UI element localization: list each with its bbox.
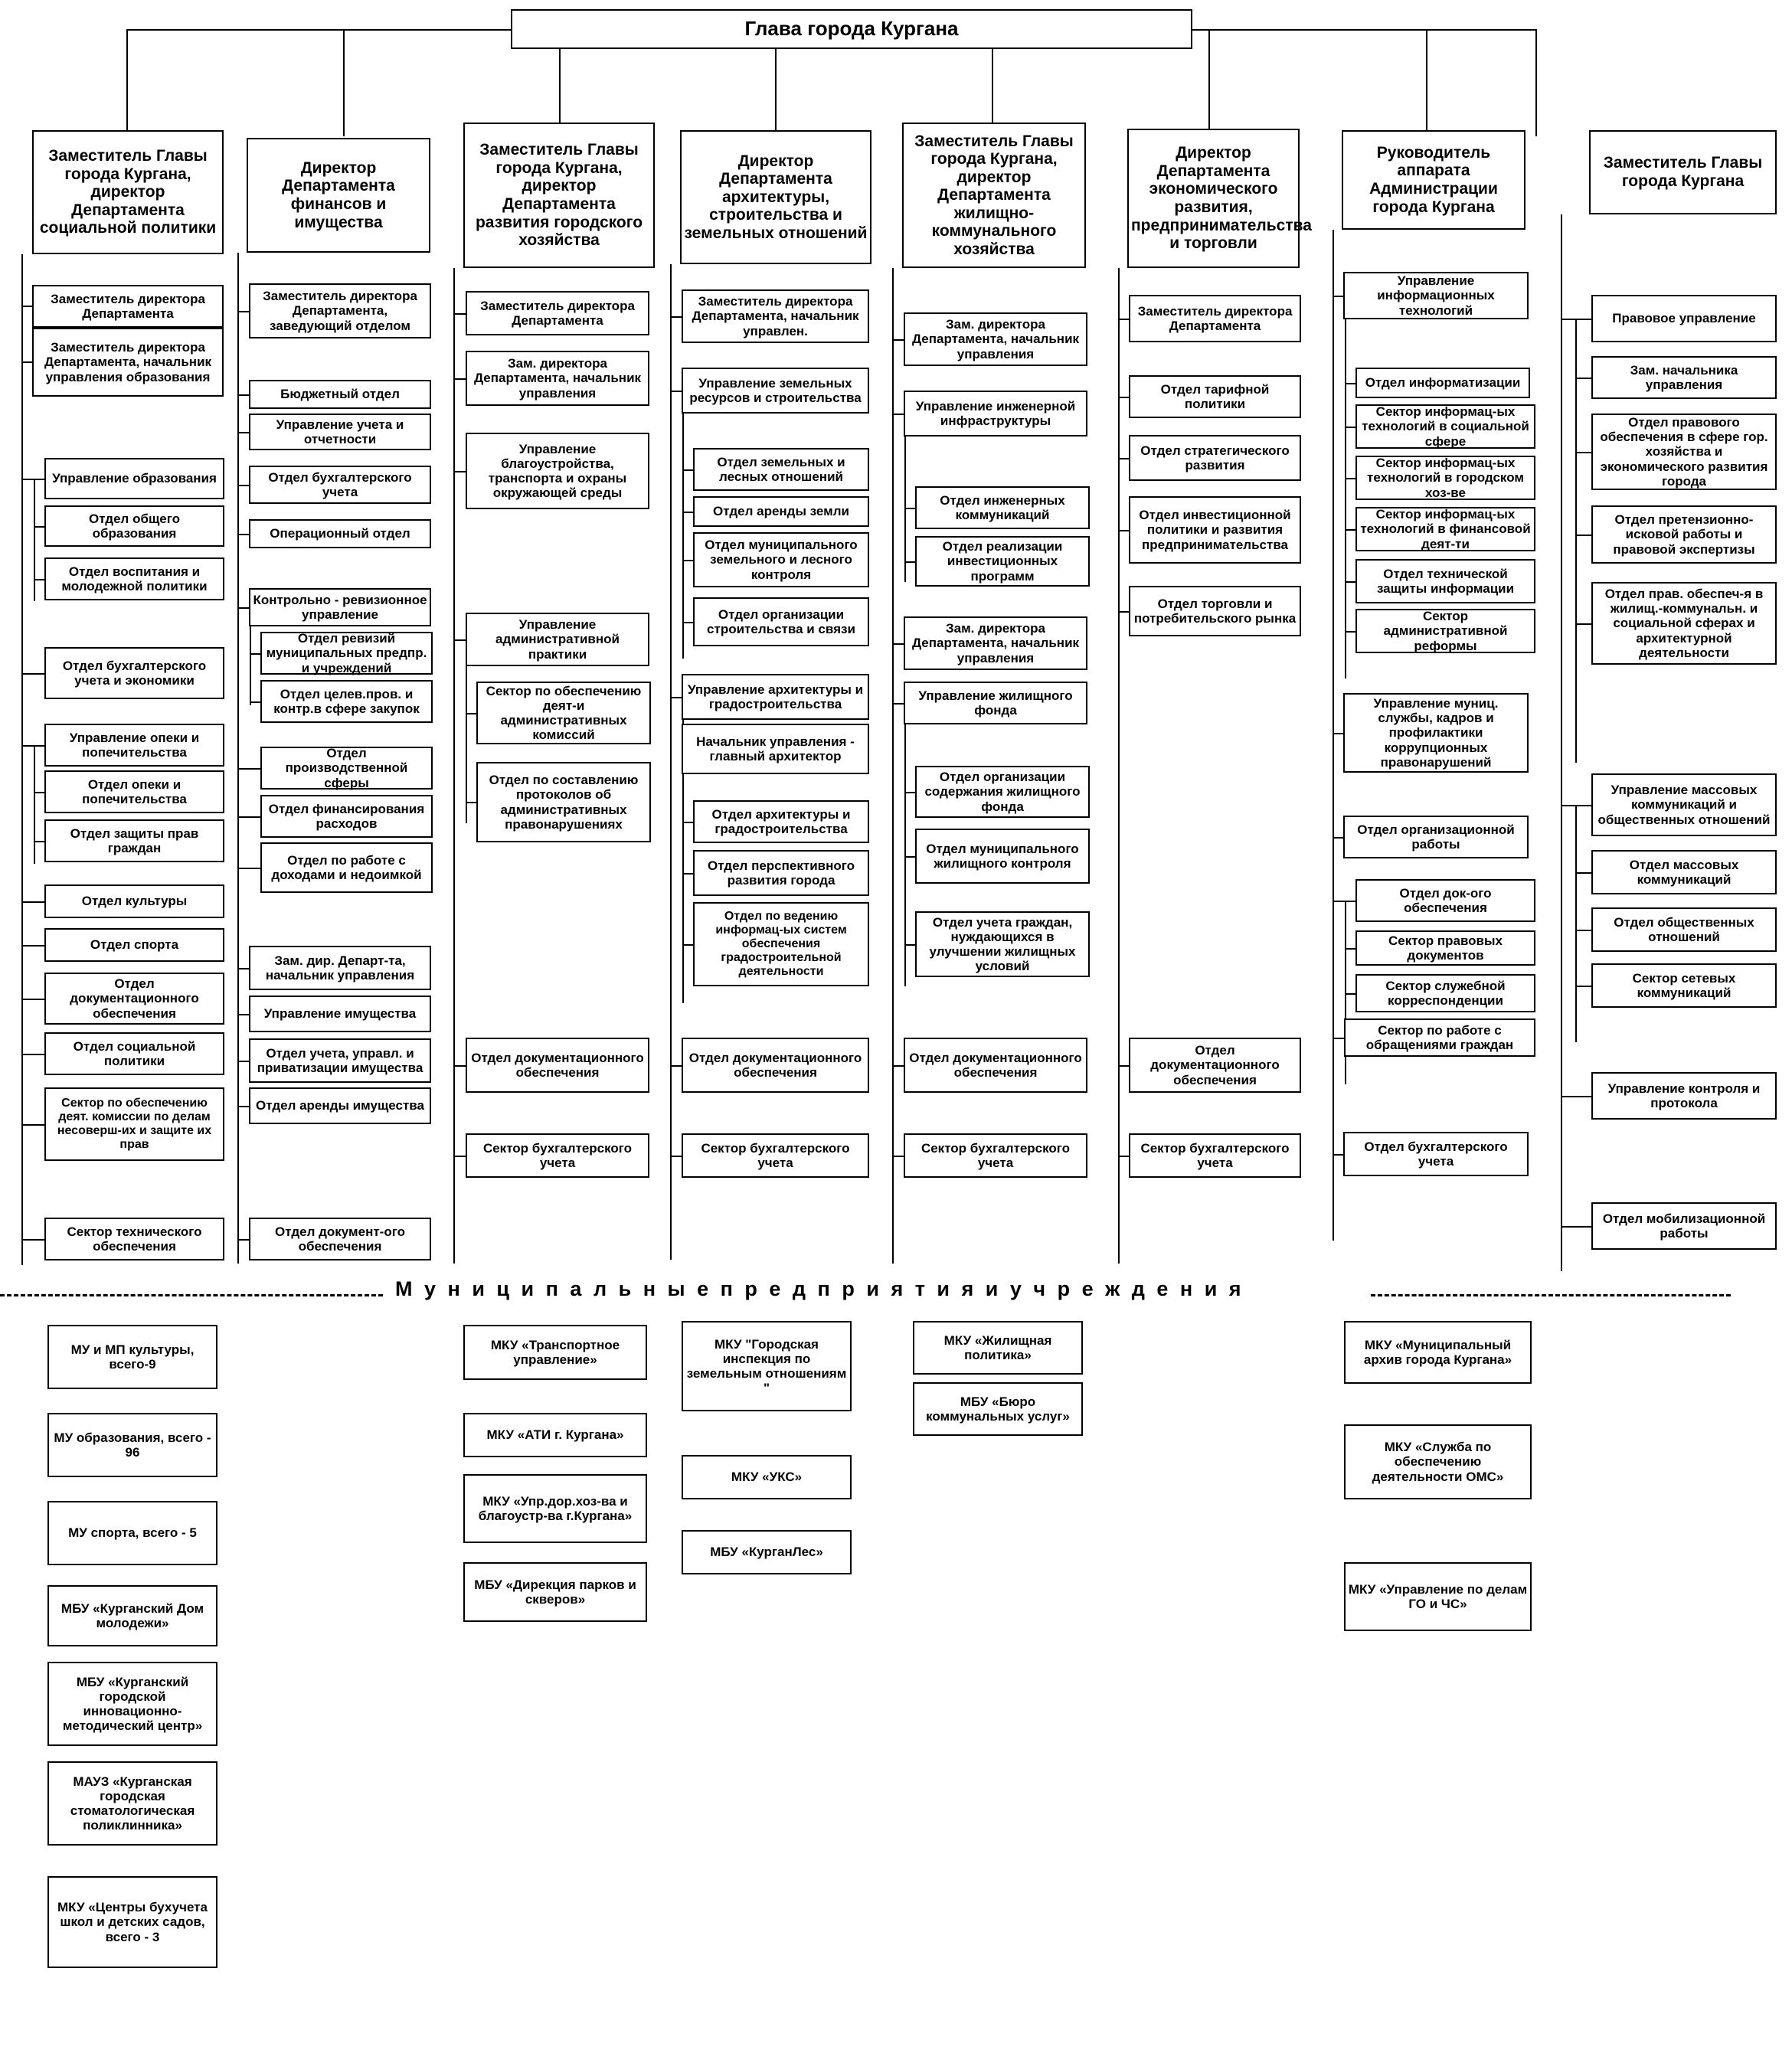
connector	[21, 945, 46, 947]
node-gorhoz-7: Сектор бухгалтерского учета	[466, 1133, 649, 1178]
node-finance-10: Отдел по работе с доходами и недоимкой	[260, 842, 433, 893]
node-arch-9: Отдел перспективного развития города	[693, 850, 869, 896]
muni-item-c5-0: МКУ «Муниципальный архив города Кургана»	[1344, 1321, 1532, 1384]
muni-item-c2-3: МБУ «Дирекция парков и скверов»	[463, 1562, 647, 1622]
connector	[1345, 296, 1346, 678]
column-head-gorhoz: Заместитель Главы города Кургана, директор Департамента развития городского хозяйства	[463, 123, 655, 268]
node-deputy-4: Отдел прав. обеспеч-я в жилищ.-коммунальн. и социальной сферах и архитектурной деятельности	[1591, 582, 1777, 665]
node-social-8: Отдел защиты прав граждан	[44, 819, 224, 862]
muni-item-c3-2: МБУ «КурганЛес»	[682, 1530, 852, 1574]
connector	[1575, 930, 1593, 931]
node-apparat-10: Сектор правовых документов	[1355, 930, 1535, 966]
connector	[1208, 29, 1210, 136]
column-spine-deputy	[1561, 214, 1562, 1271]
muni-item-c1-6: МКУ «Центры бухучета школ и детских садов, всего - 3	[47, 1876, 217, 1968]
section-divider-right	[1371, 1294, 1731, 1296]
connector	[1561, 1226, 1593, 1228]
node-finance-1: Бюджетный отдел	[249, 380, 431, 409]
muni-item-c1-4: МБУ «Курганский городской инновационно-методический центр»	[47, 1662, 217, 1746]
node-deputy-0: Правовое управление	[1591, 295, 1777, 342]
node-social-12: Отдел социальной политики	[44, 1032, 224, 1075]
connector	[21, 1054, 46, 1055]
node-econ-1: Отдел тарифной политики	[1129, 375, 1301, 418]
node-social-2: Управление образования	[44, 458, 224, 499]
node-gorhoz-3: Управление административной практики	[466, 613, 649, 666]
muni-item-c4-1: МБУ «Бюро коммунальных услуг»	[913, 1382, 1083, 1436]
node-econ-5: Отдел документационного обеспечения	[1129, 1038, 1301, 1093]
node-social-3: Отдел общего образования	[44, 505, 224, 547]
connector	[1575, 378, 1593, 379]
connector	[237, 768, 262, 770]
node-jkh-3: Отдел реализации инвестиционных программ	[915, 536, 1090, 587]
node-social-11: Отдел документационного обеспечения	[44, 973, 224, 1025]
column-spine-econ	[1118, 268, 1120, 1264]
node-jkh-5: Управление жилищного фонда	[904, 682, 1087, 724]
node-arch-11: Отдел документационного обеспечения	[682, 1038, 869, 1093]
node-finance-11: Зам. дир. Департ-та, начальник управления	[249, 946, 431, 990]
node-finance-12: Управление имущества	[249, 996, 431, 1032]
connector	[21, 673, 46, 675]
column-head-finance: Директор Департамента финансов и имущества	[247, 138, 430, 253]
connector	[21, 999, 46, 1000]
node-arch-8: Отдел архитектуры и градостроительства	[693, 800, 869, 843]
node-apparat-13: Отдел бухгалтерского учета	[1343, 1132, 1529, 1176]
column-head-arch: Директор Департамента архитектуры, строительства и земельных отношений	[680, 130, 871, 264]
node-finance-7: Отдел целев.пров. и контр.в сфере закупок	[260, 680, 433, 723]
connector	[1575, 319, 1577, 763]
column-spine-gorhoz	[453, 268, 455, 1264]
connector	[1345, 901, 1346, 1084]
node-jkh-10: Сектор бухгалтерского учета	[904, 1133, 1087, 1178]
node-social-14: Сектор технического обеспечения	[44, 1218, 224, 1260]
node-social-4: Отдел воспитания и молодежной политики	[44, 557, 224, 600]
connector	[1575, 623, 1593, 625]
muni-item-c2-2: МКУ «Упр.дор.хоз-ва и благоустр-ва г.Кургана»	[463, 1474, 647, 1543]
node-econ-0: Заместитель директора Департамента	[1129, 295, 1301, 342]
muni-item-c3-0: МКУ "Городская инспекция по земельным отношениям "	[682, 1321, 852, 1411]
node-apparat-7: Управление муниц. службы, кадров и профилактики коррупционных правонарушений	[1343, 693, 1529, 773]
connector	[34, 479, 35, 601]
node-econ-2: Отдел стратегического развития	[1129, 435, 1301, 481]
node-econ-3: Отдел инвестиционной политики и развития предпринимательства	[1129, 496, 1301, 564]
muni-item-c1-5: МАУЗ «Курганская городская стоматологическая поликлинника»	[47, 1761, 217, 1846]
connector	[1426, 29, 1427, 136]
connector	[682, 391, 684, 659]
muni-item-c5-1: МКУ «Служба по обеспечению деятельности ОМС»	[1344, 1424, 1532, 1499]
column-head-social: Заместитель Главы города Кургана, директор Департамента социальной политики	[32, 130, 224, 254]
node-apparat-11: Сектор служебной корреспонденции	[1355, 974, 1535, 1012]
muni-item-c3-1: МКУ «УКС»	[682, 1455, 852, 1499]
column-spine-finance	[237, 253, 239, 1264]
node-apparat-12: Сектор по работе с обращениями граждан	[1344, 1018, 1535, 1057]
column-head-econ: Директор Департамента экономического развития, предпринимательства и торговли	[1127, 129, 1300, 268]
muni-item-c1-3: МБУ «Курганский Дом молодежи»	[47, 1585, 217, 1646]
node-jkh-2: Отдел инженерных коммуникаций	[915, 486, 1090, 529]
node-arch-5: Отдел организации строительства и связи	[693, 597, 869, 646]
connector	[1575, 872, 1593, 874]
node-deputy-6: Отдел массовых коммуникаций	[1591, 850, 1777, 894]
node-econ-6: Сектор бухгалтерского учета	[1129, 1133, 1301, 1178]
muni-item-c1-2: МУ спорта, всего - 5	[47, 1501, 217, 1565]
node-finance-3: Отдел бухгалтерского учета	[249, 466, 431, 504]
node-finance-0: Заместитель директора Департамента, заведующий отделом	[249, 283, 431, 338]
node-jkh-4: Зам. директора Департамента, начальник управления	[904, 616, 1087, 670]
node-arch-7: Начальник управления - главный архитектор	[682, 724, 869, 774]
node-finance-5: Контрольно - ревизионное управление	[249, 588, 431, 626]
node-arch-0: Заместитель директора Департамента, начальник управлен.	[682, 289, 869, 343]
node-deputy-9: Управление контроля и протокола	[1591, 1072, 1777, 1120]
node-jkh-1: Управление инженерной инфраструктуры	[904, 391, 1087, 436]
root-node: Глава города Кургана	[511, 9, 1192, 49]
node-gorhoz-6: Отдел документационного обеспечения	[466, 1038, 649, 1093]
connector	[1535, 29, 1537, 136]
node-apparat-6: Сектор административной реформы	[1355, 609, 1535, 653]
connector	[126, 77, 128, 136]
node-arch-4: Отдел муниципального земельного и лесного контроля	[693, 532, 869, 587]
connector	[343, 29, 345, 136]
node-deputy-1: Зам. начальника управления	[1591, 356, 1777, 399]
node-finance-6: Отдел ревизий муниципальных предпр. и учреждений	[260, 632, 433, 675]
node-social-10: Отдел спорта	[44, 928, 224, 962]
node-arch-12: Сектор бухгалтерского учета	[682, 1133, 869, 1178]
node-finance-2: Управление учета и отчетности	[249, 414, 431, 450]
connector	[21, 901, 46, 903]
node-apparat-4: Сектор информац-ых технологий в финансовой деят-ти	[1355, 507, 1535, 551]
column-head-deputy: Заместитель Главы города Кургана	[1589, 130, 1777, 214]
node-deputy-3: Отдел претензионно-исковой работы и правовой экспертизы	[1591, 505, 1777, 564]
node-deputy-8: Сектор сетевых коммуникаций	[1591, 963, 1777, 1008]
node-social-0: Заместитель директора Департамента	[32, 285, 224, 328]
node-jkh-6: Отдел организации содержания жилищного фонда	[915, 766, 1090, 818]
connector	[466, 639, 467, 823]
connector	[1561, 1096, 1593, 1097]
section-divider-label: М у н и ц и п а л ь н ы е п р е д п р и я т и я и у ч р е ж д е н и я	[389, 1277, 1251, 1301]
connector	[34, 745, 35, 864]
connector	[1575, 805, 1577, 1042]
connector	[904, 414, 906, 582]
connector	[1575, 535, 1593, 536]
node-arch-6: Управление архитектуры и градостроительства	[682, 674, 869, 720]
connector	[1575, 452, 1593, 453]
node-deputy-10: Отдел мобилизационной работы	[1591, 1202, 1777, 1250]
node-deputy-5: Управление массовых коммуникаций и общественных отношений	[1591, 773, 1777, 836]
node-social-9: Отдел культуры	[44, 884, 224, 918]
node-gorhoz-5: Отдел по составлению протоколов об административных правонарушениях	[476, 762, 651, 842]
node-arch-10: Отдел по ведению информац-ых систем обеспечения градостроительной деятельности	[693, 902, 869, 986]
section-divider-left	[0, 1294, 383, 1296]
node-arch-1: Управление земельных ресурсов и строительства	[682, 368, 869, 414]
node-gorhoz-2: Управление благоустройства, транспорта и охраны окружающей среды	[466, 433, 649, 509]
node-arch-2: Отдел земельных и лесных отношений	[693, 448, 869, 491]
node-finance-8: Отдел производственной сферы	[260, 747, 433, 790]
muni-item-c1-1: МУ образования, всего - 96	[47, 1413, 217, 1477]
connector	[21, 1239, 46, 1241]
column-spine-arch	[670, 264, 672, 1260]
node-deputy-2: Отдел правового обеспечения в сфере гор. хозяйства и экономического развития города	[1591, 414, 1777, 490]
node-apparat-8: Отдел организационной работы	[1343, 816, 1529, 858]
node-apparat-1: Отдел информатизации	[1355, 368, 1530, 398]
node-finance-14: Отдел аренды имущества	[249, 1087, 431, 1124]
muni-item-c5-2: МКУ «Управление по делам ГО и ЧС»	[1344, 1562, 1532, 1631]
node-apparat-3: Сектор информац-ых технологий в городском хоз-ве	[1355, 456, 1535, 500]
column-head-apparat: Руководитель аппарата Администрации города Кургана	[1342, 130, 1525, 230]
node-finance-13: Отдел учета, управл. и приватизации имущества	[249, 1038, 431, 1083]
column-spine-social	[21, 254, 23, 1265]
node-social-1: Заместитель директора Департамента, начальник управления образования	[32, 328, 224, 397]
node-social-13: Сектор по обеспечению деят. комиссии по делам несоверш-их и защите их прав	[44, 1087, 224, 1161]
node-finance-9: Отдел финансирования расходов	[260, 795, 433, 838]
muni-item-c4-0: МКУ «Жилищная политика»	[913, 1321, 1083, 1375]
node-gorhoz-1: Зам. директора Департамента, начальник управления	[466, 351, 649, 406]
node-social-6: Управление опеки и попечительства	[44, 724, 224, 767]
node-social-5: Отдел бухгалтерского учета и экономики	[44, 647, 224, 699]
column-spine-apparat	[1333, 230, 1334, 1241]
muni-item-c2-1: МКУ «АТИ г. Кургана»	[463, 1413, 647, 1457]
muni-item-c2-0: МКУ «Транспортное управление»	[463, 1325, 647, 1380]
node-deputy-7: Отдел общественных отношений	[1591, 907, 1777, 952]
node-apparat-9: Отдел док-ого обеспечения	[1355, 879, 1535, 922]
node-jkh-8: Отдел учета граждан, нуждающихся в улучшении жилищных условий	[915, 911, 1090, 977]
node-jkh-9: Отдел документационного обеспечения	[904, 1038, 1087, 1093]
connector	[237, 816, 262, 818]
node-arch-3: Отдел аренды земли	[693, 496, 869, 527]
node-apparat-0: Управление информационных технологий	[1343, 272, 1529, 319]
node-social-7: Отдел опеки и попечительства	[44, 770, 224, 813]
node-econ-4: Отдел торговли и потребительского рынка	[1129, 586, 1301, 636]
column-spine-jkh	[892, 268, 894, 1264]
node-apparat-2: Сектор информац-ых технологий в социальной сфере	[1355, 404, 1535, 449]
node-finance-15: Отдел документ-ого обеспечения	[249, 1218, 431, 1260]
column-head-jkh: Заместитель Главы города Кургана, директор Департамента жилищно-коммунального хозяйства	[902, 123, 1086, 268]
node-jkh-0: Зам. директора Департамента, начальник управления	[904, 312, 1087, 366]
connector	[1561, 319, 1593, 320]
connector	[1561, 805, 1593, 806]
connector	[1575, 986, 1593, 987]
node-gorhoz-0: Заместитель директора Департамента	[466, 291, 649, 335]
connector	[237, 868, 262, 869]
node-jkh-7: Отдел муниципального жилищного контроля	[915, 829, 1090, 884]
node-apparat-5: Отдел технической защиты информации	[1355, 559, 1535, 603]
node-gorhoz-4: Сектор по обеспечению деят-и административных комиссий	[476, 682, 651, 744]
connector	[21, 1124, 46, 1126]
node-finance-4: Операционный отдел	[249, 519, 431, 548]
muni-item-c1-0: МУ и МП культуры, всего-9	[47, 1325, 217, 1389]
